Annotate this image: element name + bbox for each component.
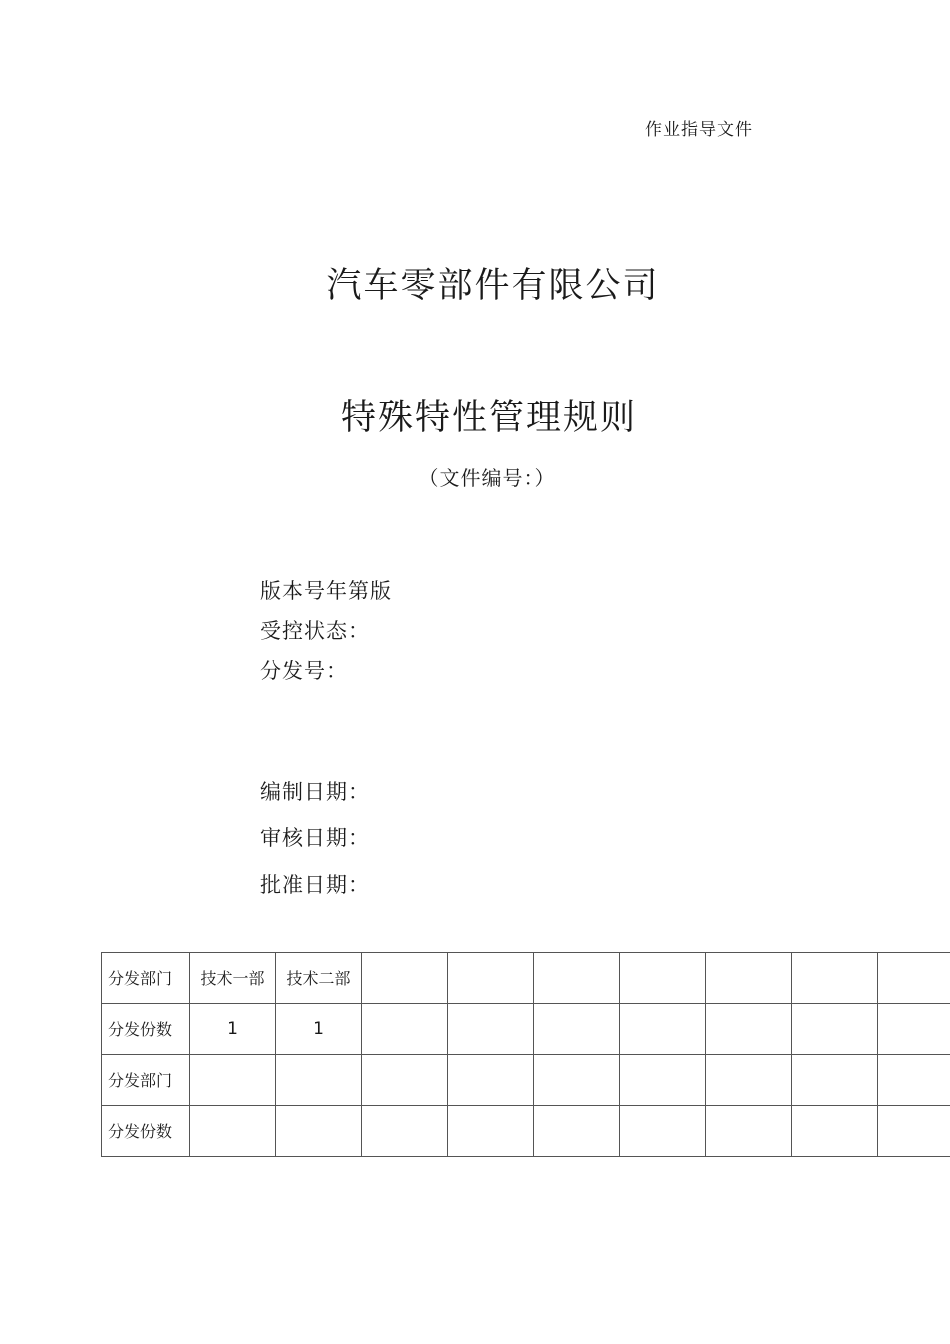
table-cell <box>362 1106 448 1157</box>
table-cell <box>706 953 792 1004</box>
row-header-cell: 分发份数 <box>102 1004 190 1055</box>
distribution-table <box>101 952 950 1157</box>
table-cell <box>448 953 534 1004</box>
control-status-label: 受控状态： <box>260 619 370 643</box>
table-cell <box>792 953 878 1004</box>
table-cell <box>620 1004 706 1055</box>
table-cell <box>620 953 706 1004</box>
table-cell <box>362 1055 448 1106</box>
compiled-date-field <box>260 776 370 806</box>
table-cell: 1 <box>190 1004 276 1055</box>
table-cell: 技术二部 <box>276 953 362 1004</box>
version-field <box>260 575 392 605</box>
table-row <box>102 953 950 1004</box>
reviewed-date-field <box>260 822 370 852</box>
approved-date-label: 批准日期： <box>260 873 370 897</box>
table-cell <box>276 1106 362 1157</box>
document-title: 特殊特性管理规则 <box>340 398 637 438</box>
table-cell <box>792 1004 878 1055</box>
table-cell <box>792 1106 878 1157</box>
table-cell <box>620 1106 706 1157</box>
table-cell <box>534 1004 620 1055</box>
table-cell <box>190 1106 276 1157</box>
table-cell <box>706 1055 792 1106</box>
document-type-label: 作业指导文件 <box>645 120 753 140</box>
table-cell <box>706 1106 792 1157</box>
row-header-cell: 分发部门 <box>102 953 190 1004</box>
compiled-date-label: 编制日期： <box>260 780 370 804</box>
table-cell <box>620 1055 706 1106</box>
table-cell <box>190 1055 276 1106</box>
table-cell <box>878 1106 950 1157</box>
distribution-number-label: 分发号： <box>260 659 348 683</box>
approved-date-field <box>260 869 370 899</box>
table-cell: 技术一部 <box>190 953 276 1004</box>
table-cell <box>878 953 950 1004</box>
table-cell <box>878 1055 950 1106</box>
table-cell <box>534 1106 620 1157</box>
table-cell <box>534 1055 620 1106</box>
distribution-number-field <box>260 655 348 685</box>
table-cell <box>706 1004 792 1055</box>
table-cell <box>448 1106 534 1157</box>
company-name: 汽车零部件有限公司 <box>326 266 660 306</box>
document-number: （文件编号：） <box>418 466 556 490</box>
table-cell <box>276 1055 362 1106</box>
table-cell <box>534 953 620 1004</box>
reviewed-date-label: 审核日期： <box>260 826 370 850</box>
table-row <box>102 1106 950 1157</box>
table-cell <box>448 1055 534 1106</box>
row-header-cell: 分发份数 <box>102 1106 190 1157</box>
version-label: 版本号年第版 <box>260 579 392 603</box>
table-cell <box>448 1004 534 1055</box>
table-row <box>102 1055 950 1106</box>
table-cell <box>362 953 448 1004</box>
control-status-field <box>260 615 370 645</box>
table-row <box>102 1004 950 1055</box>
table-cell <box>878 1004 950 1055</box>
row-header-cell: 分发部门 <box>102 1055 190 1106</box>
table-cell <box>792 1055 878 1106</box>
table-cell <box>362 1004 448 1055</box>
table-cell: 1 <box>276 1004 362 1055</box>
